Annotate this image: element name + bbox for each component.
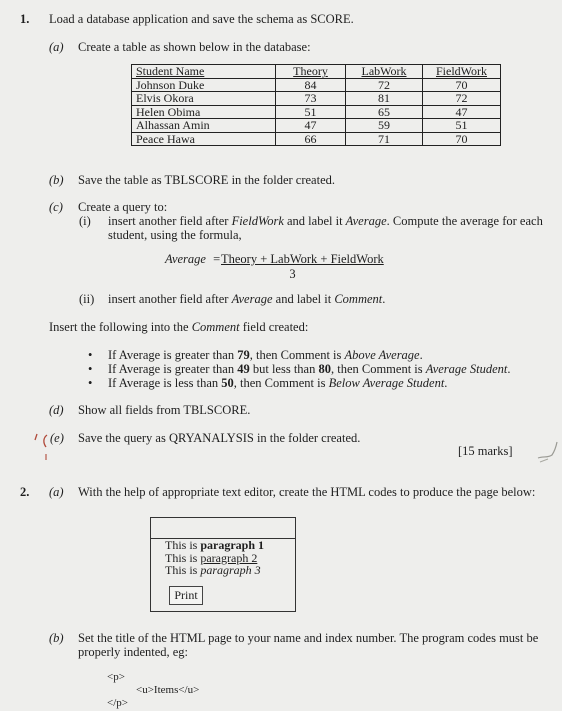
q1-d-label: (d) (49, 403, 64, 417)
cell-fieldwork: 47 (423, 105, 501, 119)
cell-fieldwork: 51 (423, 119, 501, 133)
code-line-2: <u>Items</u> (136, 684, 200, 696)
table-row (132, 105, 501, 119)
preview-paragraphs (165, 539, 264, 577)
insert-instruction: Insert the following into the Comment field created: (49, 320, 309, 334)
q1-a-text: Create a table as shown below in the database: (78, 40, 311, 54)
cell-fieldwork: 70 (423, 78, 501, 92)
paragraph-2: This is paragraph 2 (165, 550, 258, 565)
cell-labwork: 71 (346, 132, 423, 146)
header-theory: Theory (276, 65, 346, 79)
cell-name: Johnson Duke (132, 78, 276, 92)
score-table-header (132, 65, 501, 79)
q1-b-text: Save the table as TBLSCORE in the folder created. (78, 173, 335, 187)
html-page-preview (150, 517, 296, 612)
cell-theory: 66 (276, 132, 346, 146)
print-button[interactable]: Print (169, 586, 203, 605)
q1-d-text: Show all fields from TBLSCORE. (78, 403, 251, 417)
q1-c-i-line2: student, using the formula, (108, 228, 242, 242)
q1-c-i-label: (i) (79, 214, 91, 228)
preview-title-bar (151, 518, 295, 539)
header-fieldwork: FieldWork (423, 65, 501, 79)
table-row (132, 92, 501, 106)
cell-theory: 84 (276, 78, 346, 92)
cell-name: Elvis Okora (132, 92, 276, 106)
cell-labwork: 72 (346, 78, 423, 92)
q1-c-i-line1: insert another field after FieldWork and label it Average. Compute the average for each (108, 214, 543, 228)
q2-b-line1: Set the title of the HTML page to your name and index number. The program codes must be (78, 631, 539, 645)
q1-c-ii-text: insert another field after Average and label it Comment. (108, 292, 386, 306)
code-line-3: </p> (107, 697, 128, 709)
q2-a-text: With the help of appropriate text editor, create the HTML codes to produce the page below: (78, 485, 536, 499)
paragraph-1: This is paragraph 1 (165, 538, 265, 552)
table-row (132, 78, 501, 92)
paragraph-3: This is paragraph 3 (165, 563, 261, 577)
score-table (131, 64, 501, 146)
q1-e-text: Save the query as QRYANALYSIS in the folder created. (78, 431, 361, 445)
question-1-intro: Load a database application and save the schema as SCORE. (49, 12, 354, 26)
cell-name: Peace Hawa (132, 132, 276, 146)
cell-theory: 51 (276, 105, 346, 119)
question-2-number: 2. (20, 485, 30, 499)
cell-labwork: 81 (346, 92, 423, 106)
table-row (132, 119, 501, 133)
q1-marks: [15 marks] (458, 444, 513, 458)
q1-b-label: (b) (49, 173, 64, 187)
q2-a-label: (a) (49, 485, 64, 499)
q1-c-label: (c) (49, 200, 63, 214)
q2-b-line2: properly indented, eg: (78, 645, 189, 659)
q1-a-label: (a) (49, 40, 64, 54)
formula-equals: = (213, 252, 221, 266)
average-formula (165, 252, 224, 267)
q2-b-label: (b) (49, 631, 64, 645)
cell-name: Alhassan Amin (132, 119, 276, 133)
cell-labwork: 59 (346, 119, 423, 133)
bullet-2: • If Average is greater than 49 but less than 80, then Comment is Average Student. (88, 362, 511, 376)
pencil-tick-mark-icon (536, 440, 560, 466)
cell-theory: 73 (276, 92, 346, 106)
formula-denominator: 3 (289, 267, 296, 281)
header-student-name: Student Name (132, 65, 276, 79)
q1-c-text: Create a query to: (78, 200, 168, 214)
code-line-1: <p> (107, 671, 125, 683)
question-1-number: 1. (20, 12, 30, 26)
header-labwork: LabWork (346, 65, 423, 79)
formula-fraction (221, 252, 384, 282)
bullet-3: • If Average is less than 50, then Comment is Below Average Student. (88, 376, 448, 390)
table-row (132, 132, 501, 146)
bullet-1: • If Average is greater than 79, then Comment is Above Average. (88, 348, 423, 362)
formula-lhs: Average (165, 252, 206, 266)
cell-name: Helen Obima (132, 105, 276, 119)
formula-numerator: Theory + LabWork + FieldWork (221, 252, 384, 266)
cell-labwork: 65 (346, 105, 423, 119)
q1-c-ii-label: (ii) (79, 292, 95, 306)
cell-theory: 47 (276, 119, 346, 133)
cell-fieldwork: 72 (423, 92, 501, 106)
cell-fieldwork: 70 (423, 132, 501, 146)
q1-e-label: (e) (50, 431, 64, 445)
